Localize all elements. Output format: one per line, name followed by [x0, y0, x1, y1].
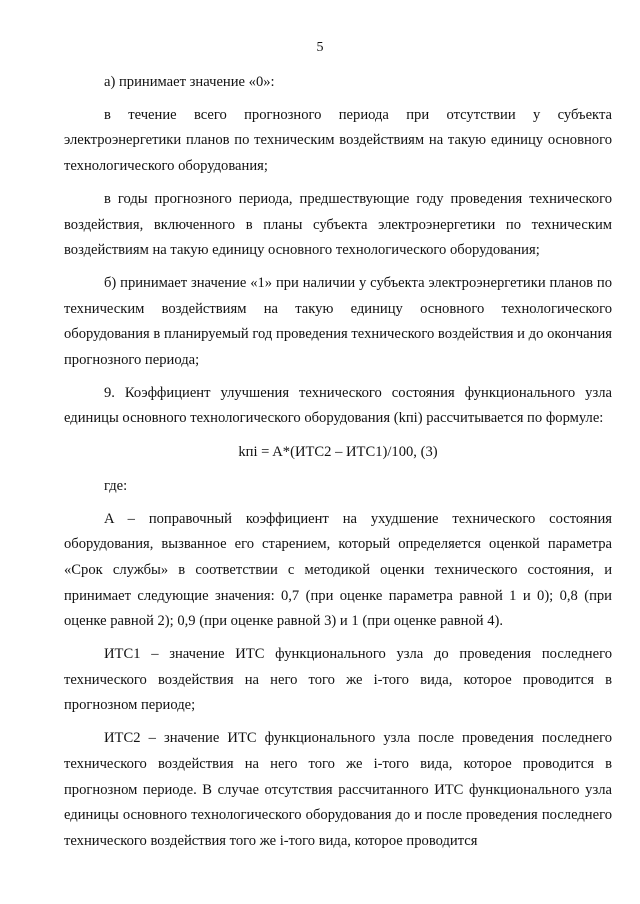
paragraph-its2: ИТС2 – значение ИТС функционального узла после проведения последнего технического воздействия на него того же i-того вида, которое проводится в прогнозном периоде. В случае отсутствия рассчитанного ИТС функционального узла единицы основного технологического оборудования до и после проведения последнего технического воздействия того же i-того вида, которое проводится — [64, 730, 612, 849]
paragraph-b-value-one: б) принимает значение «1» при наличии у субъекта электроэнергетики планов по техническим воздействиям на такую единицу основного технологического оборудования в планируемый год проведения технического воздействия и до окончания прогнозного периода; — [64, 274, 612, 369]
page-number: 5 — [316, 40, 324, 55]
document-body — [64, 70, 612, 855]
paragraph-item-9: 9. Коэффициент улучшения технического состояния функционального узла единицы основного технологического оборудования (kпi) рассчитывается по формуле: — [64, 384, 612, 427]
paragraph-a-value-zero: а) принимает значение «0»: — [104, 74, 275, 90]
paragraph-its1: ИТС1 – значение ИТС функционального узла до проведения последнего технического воздействия на него того же i-того вида, которое проводится в прогнозном периоде; — [64, 646, 612, 714]
formula-3: kпi = A*(ИТС2 – ИТС1)/100, (3) — [238, 444, 438, 461]
paragraph-years-before: в годы прогнозного периода, предшествующие году проведения технического воздействия, включенного в планы субъекта электроэнергетики по техническим воздействиям на такую единицу основного технологического оборудования; — [64, 190, 612, 259]
paragraph-coefficient-a: A – поправочный коэффициент на ухудшение технического состояния оборудования, вызванное его старением, который определяется оценкой параметра «Срок службы» в соответствии с методикой оценки технического состояния, и принимает следующие значения: 0,7 (при оценке параметра равной 1 и 0); 0,8 (при оценке равной 2); 0,9 (при оценке равной 3) и 1 (при оценке равной 4). — [64, 510, 612, 630]
paragraph-no-plans: в течение всего прогнозного периода при отсутствии у субъекта электроэнергетики планов по техническим воздействиям на такую единицу основного технологического оборудования; — [64, 106, 612, 175]
paragraph-where: где: — [104, 477, 128, 494]
